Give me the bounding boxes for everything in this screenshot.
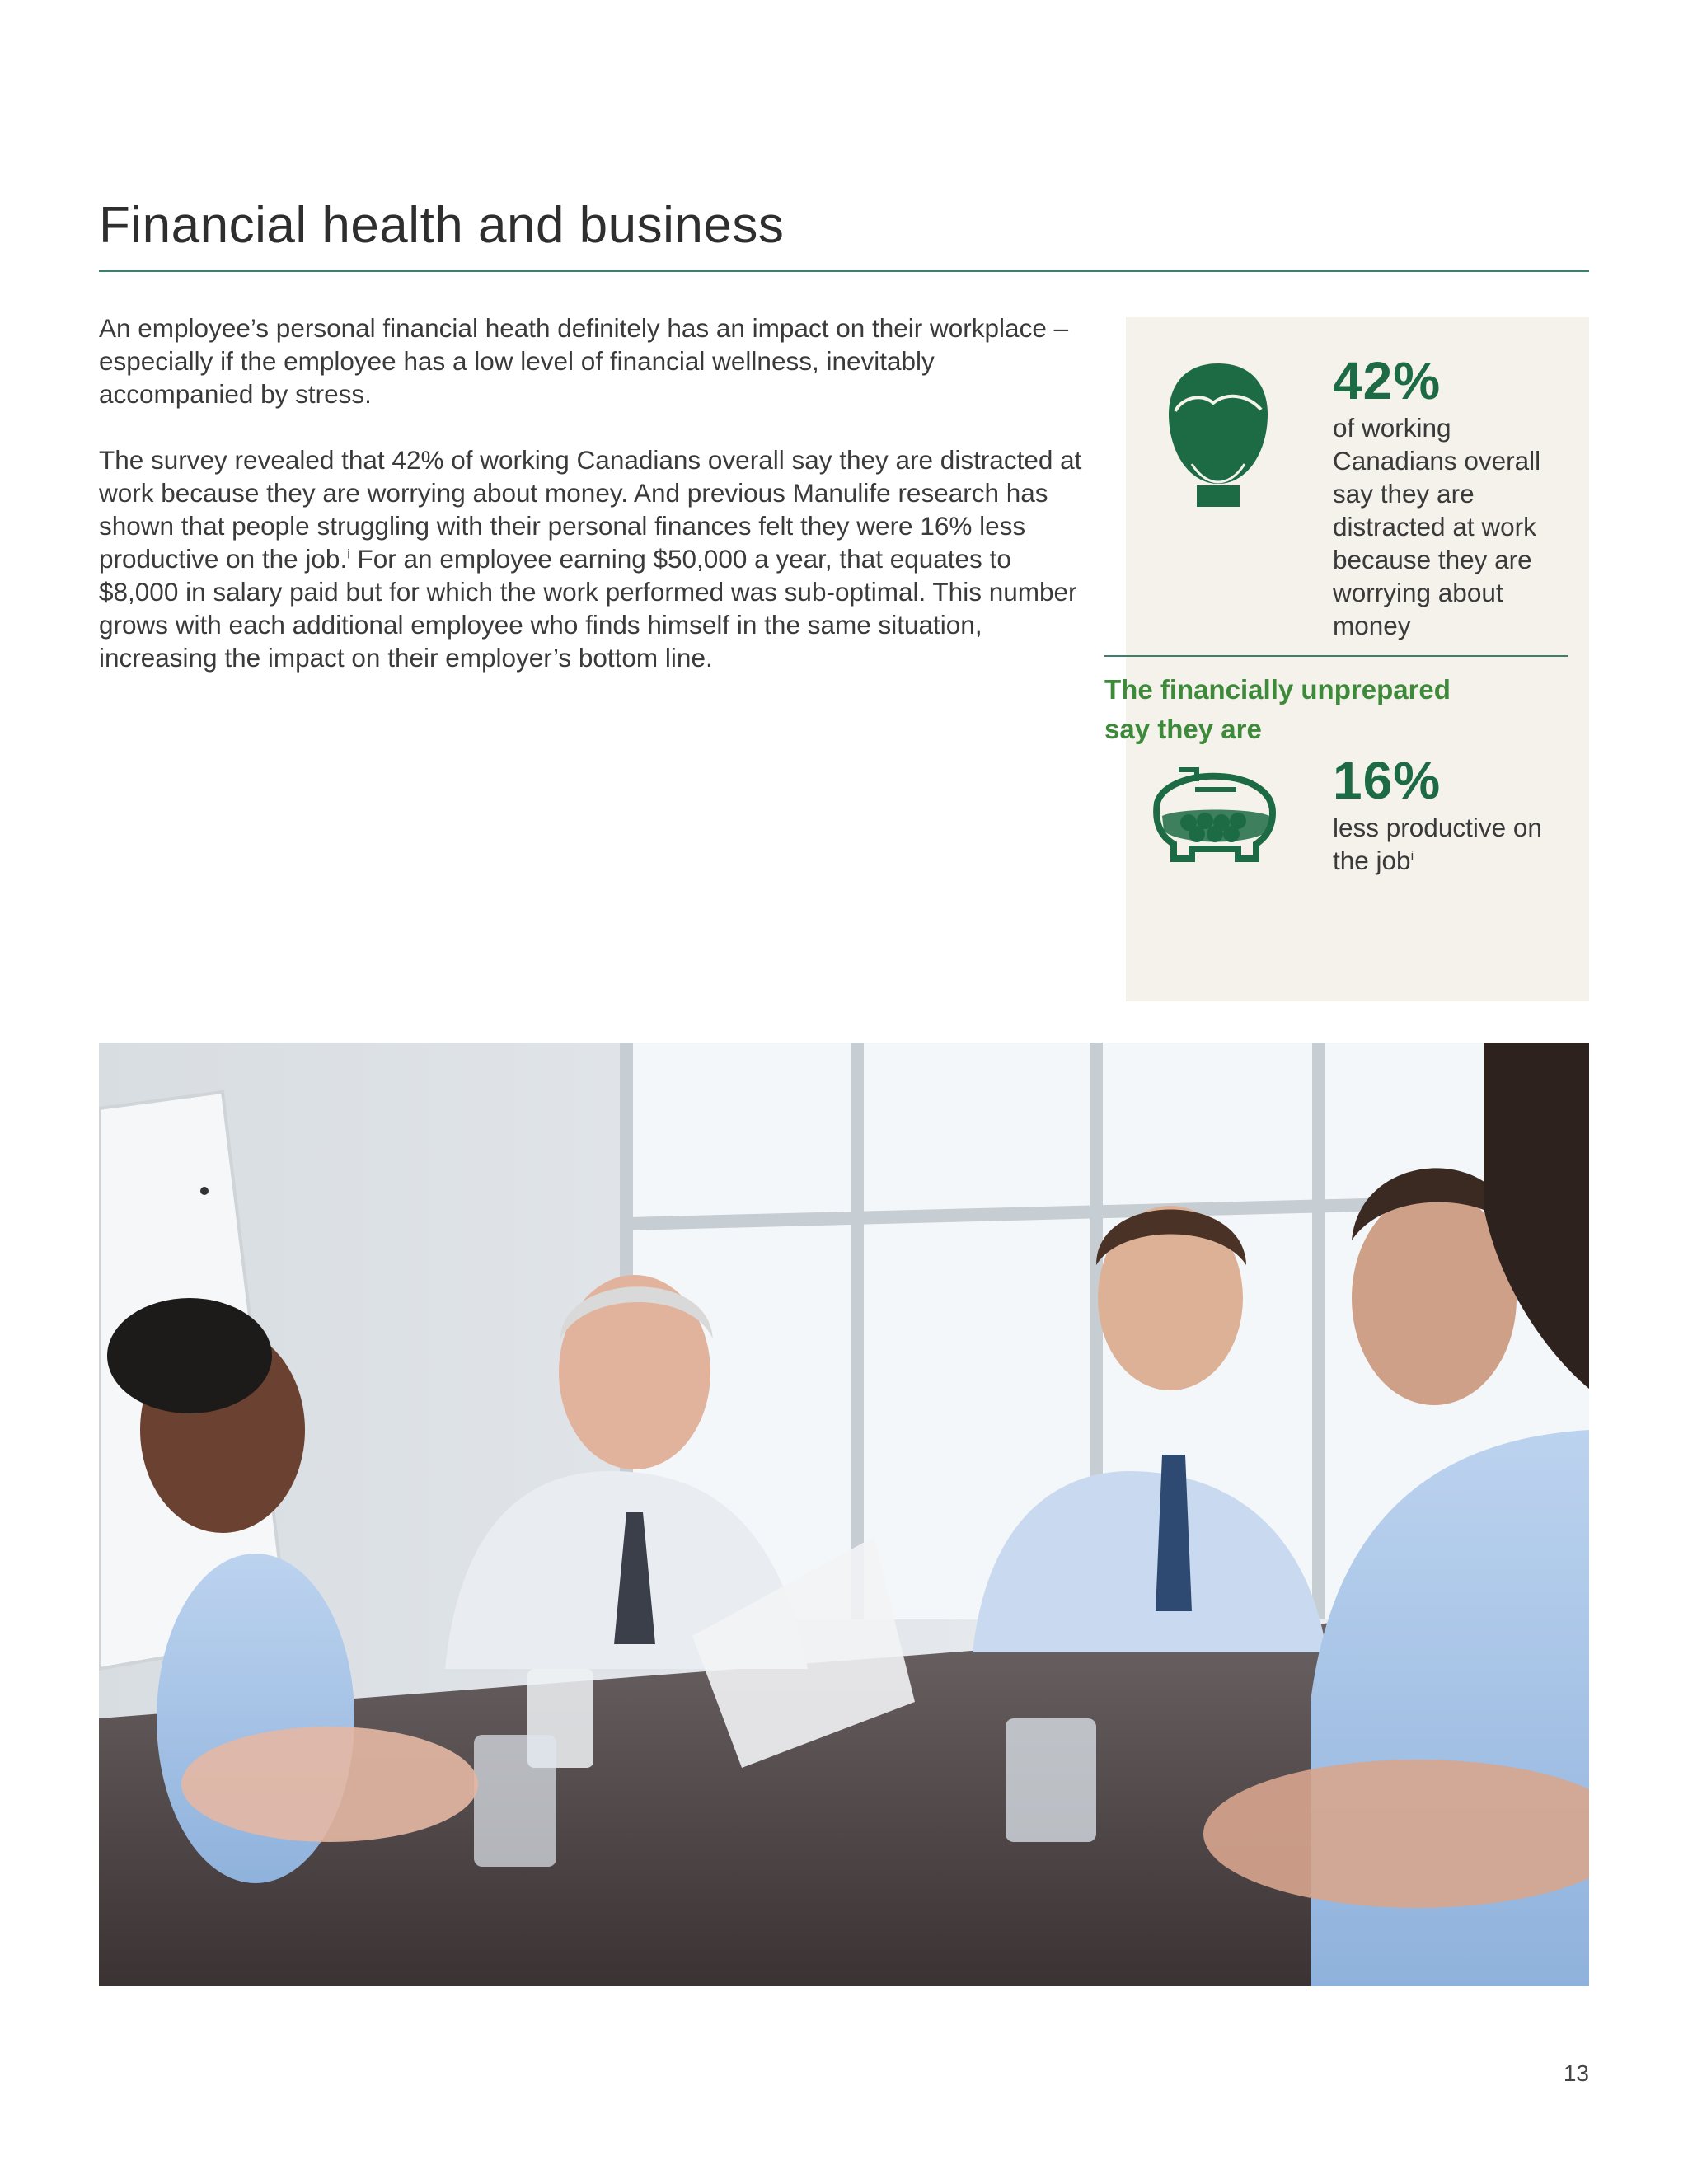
- panel-subheading: The financially unprepared say they are: [1104, 674, 1451, 744]
- stat-desc-16-text: less productive on the job: [1333, 813, 1542, 875]
- business-meeting-photo: [99, 1043, 1589, 1986]
- stat-desc-42: of working Canadians overall say they are distracted at work because they are worrying about money: [1333, 413, 1541, 640]
- stat-desc-16: [1333, 811, 1580, 877]
- page-number: 13: [1563, 2060, 1589, 2086]
- stat-42: [1333, 350, 1580, 642]
- photo-illustration: [99, 1043, 1589, 1986]
- page-title: Financial health and business: [99, 197, 785, 254]
- title-divider: [99, 270, 1589, 272]
- paragraph-survey-part2: For an employee earning $50,000 a year, that equates to $8,000 in salary paid but for which the work performed was sub-optimal. This number grows with each additional employee who finds himself in the same situation, increasing the impact on their employer’s bottom line.: [99, 544, 1077, 673]
- stat-16: [1333, 750, 1580, 877]
- stat-value-16: 16%: [1333, 751, 1442, 810]
- body-text: [99, 312, 1088, 707]
- paragraph-intro: An employee’s personal financial heath definitely has an impact on their workplace – especially if the employee has a low level of financial wellness, inevitably accompanied by stress.: [99, 313, 1069, 409]
- piggy-bank-icon: [1146, 766, 1282, 865]
- paragraph-survey: [99, 443, 1088, 674]
- stat-footnote-marker: i: [1410, 849, 1414, 864]
- paragraph-survey-part1: The survey revealed that 42% of working Canadians overall say they are distracted at work because they are worrying about money. And previous Manulife research has shown that people struggling with their personal finances felt they were 16% less productive on the job.: [99, 445, 1082, 574]
- footnote-marker: i: [347, 547, 350, 562]
- person-head-icon: [1164, 360, 1273, 510]
- panel-divider: [1104, 655, 1568, 657]
- stats-panel: [1104, 317, 1589, 1001]
- stat-value-42: 42%: [1333, 351, 1442, 410]
